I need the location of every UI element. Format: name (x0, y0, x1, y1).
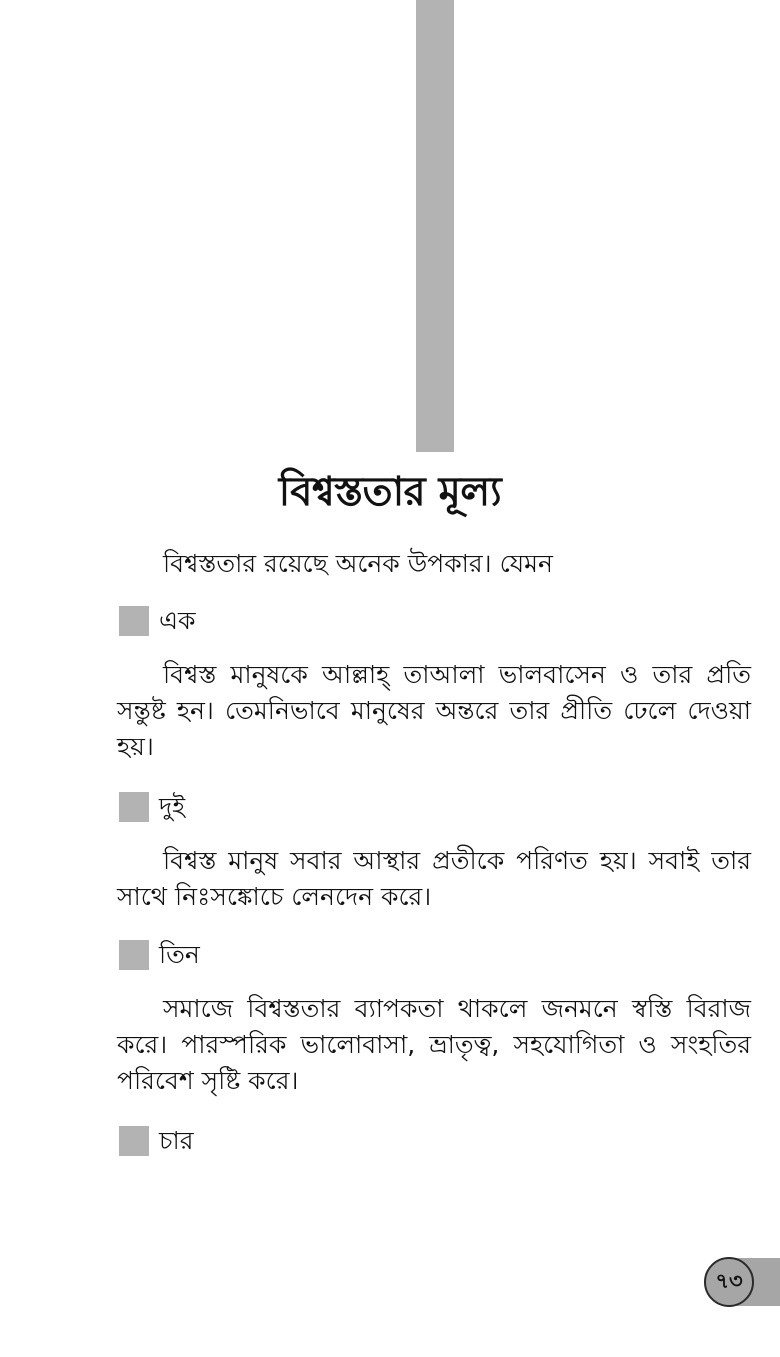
section-heading-4 (119, 1124, 194, 1158)
section-paragraph-3: সমাজে বিশ্বস্ততার ব্যাপকতা থাকলে জনমনে স্বস্তি বিরাজ করে। পারস্পরিক ভালোবাসা, ভ্রাতৃত্ব, সহযোগিতা ও সংহতির পরিবেশ সৃষ্টি করে। (117, 994, 751, 1095)
section-heading-2 (119, 790, 185, 824)
section-heading-1 (119, 604, 196, 638)
section-label: দুই (159, 792, 186, 821)
section-marker (119, 1126, 149, 1156)
decorative-top-bar (416, 0, 454, 452)
section-paragraph-1: বিশ্বস্ত মানুষকে আল্লাহ্ তাআলা ভালবাসেন ও তার প্রতি সন্তুষ্ট হন। তেমনিভাবে মানুষের অন্তরে তার প্রীতি ঢেলে দেওয়া হয়। (117, 660, 751, 761)
section-marker (119, 940, 149, 970)
intro-text: বিশ্বস্ততার রয়েছে অনেক উপকার। যেমন (163, 549, 553, 578)
section-paragraph-2: বিশ্বস্ত মানুষ সবার আস্থার প্রতীকে পরিণত হয়। সবাই তার সাথে নিঃসঙ্কোচে লেনদেন করে। (117, 846, 751, 911)
section-label: এক (159, 606, 196, 635)
page-number: ৭৩ (704, 1257, 754, 1307)
section-label: তিন (159, 940, 200, 969)
chapter-title: বিশ্বস্ততার মূল্য (278, 469, 502, 515)
section-marker (119, 606, 149, 636)
section-marker (119, 792, 149, 822)
section-heading-3 (119, 938, 200, 972)
section-label: চার (159, 1126, 194, 1155)
